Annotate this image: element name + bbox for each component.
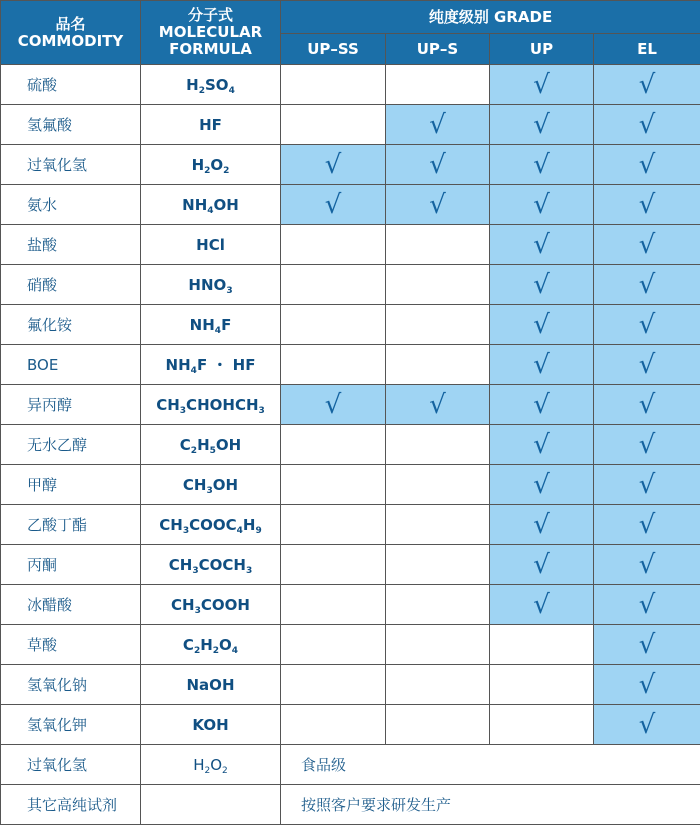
molecular-formula: $H_2O_2$: [141, 145, 281, 185]
checkmark-icon: √: [429, 189, 446, 220]
table-row: [1, 345, 700, 385]
commodity-name: 过氧化氢: [1, 745, 141, 785]
grade-cell: [281, 345, 386, 385]
commodity-header: [1, 1, 141, 65]
grade-cell: [490, 65, 594, 105]
table-row: [1, 665, 700, 705]
checkmark-icon: √: [638, 429, 656, 460]
grade-cell: [386, 185, 490, 225]
checkmark-icon: √: [638, 69, 656, 100]
checkmark-icon: √: [324, 149, 342, 180]
commodity-name: 其它高纯试剂: [1, 785, 141, 825]
grade-cell: [490, 545, 594, 585]
checkmark-icon: √: [533, 309, 550, 340]
table-row: [1, 385, 700, 425]
grade-cell: [594, 545, 700, 585]
table-row: [1, 505, 700, 545]
grade-cell: [490, 185, 594, 225]
table-row: [1, 305, 700, 345]
grade-cell: [594, 425, 700, 465]
commodity-name: 氢氧化钾: [1, 705, 141, 745]
grade-cell: [490, 145, 594, 185]
grade-cell: [490, 585, 594, 625]
grade-cell: [490, 345, 594, 385]
checkmark-icon: √: [533, 269, 550, 300]
formula-header-en1: MOLECULAR: [158, 23, 263, 41]
commodity-name: 乙酸丁酯: [1, 505, 141, 545]
grade-cell: [386, 265, 490, 305]
table-row: [1, 705, 700, 745]
grade-cell: [281, 505, 386, 545]
molecular-formula: HCl: [141, 225, 281, 265]
grade-cell: [281, 585, 386, 625]
grade-cell: [594, 265, 700, 305]
molecular-formula: $C_2H_2O_4$: [141, 625, 281, 665]
grade-header: 纯度级别 GRADE: [281, 1, 700, 34]
commodity-name: 甲醇: [1, 465, 141, 505]
grade-cell: [281, 425, 386, 465]
molecular-formula: $CH_3COOH$: [141, 585, 281, 625]
grade-cell: [386, 625, 490, 665]
grade-cell: [490, 105, 594, 145]
table-row: [1, 225, 700, 265]
checkmark-icon: √: [638, 269, 656, 300]
grade-cell: [594, 505, 700, 545]
commodity-name: 过氧化氢: [1, 145, 141, 185]
checkmark-icon: √: [638, 669, 656, 700]
table-row: [1, 145, 700, 185]
table-row: [1, 785, 700, 825]
checkmark-icon: √: [533, 429, 550, 460]
grade-cell: [594, 225, 700, 265]
checkmark-icon: √: [533, 469, 550, 500]
grade-cell: [386, 225, 490, 265]
grade-cell: [386, 705, 490, 745]
grade-cell: [490, 505, 594, 545]
grade-cell: [386, 665, 490, 705]
grade-cell: [281, 465, 386, 505]
molecular-formula: $HNO_3$: [141, 265, 281, 305]
grade-cell: [386, 425, 490, 465]
checkmark-icon: √: [638, 469, 656, 500]
checkmark-icon: √: [638, 229, 656, 260]
checkmark-icon: √: [533, 509, 550, 540]
grade-cell: [594, 625, 700, 665]
grade-cell: [386, 385, 490, 425]
grade-cell: [490, 425, 594, 465]
grade-cell: [594, 345, 700, 385]
checkmark-icon: √: [638, 109, 656, 140]
grade-cell: [594, 705, 700, 745]
grade-cell: [281, 145, 386, 185]
grade-cell: [386, 105, 490, 145]
molecular-formula: $CH_3COCH_3$: [141, 545, 281, 585]
checkmark-icon: √: [638, 509, 656, 540]
table-row: [1, 545, 700, 585]
formula-header: [141, 1, 281, 65]
checkmark-icon: √: [533, 389, 550, 420]
molecular-formula: KOH: [141, 705, 281, 745]
grade-header-el: EL: [594, 34, 700, 65]
table-row: [1, 585, 700, 625]
commodity-name: 氟化铵: [1, 305, 141, 345]
table-row: [1, 65, 700, 105]
molecular-formula: $CH_3CHOHCH_3$: [141, 385, 281, 425]
grade-header-up: UP: [490, 34, 594, 65]
molecular-formula: NaOH: [141, 665, 281, 705]
table-row: [1, 105, 700, 145]
formula-header-cn: 分子式: [187, 6, 233, 24]
commodity-header-cn: 品名: [55, 14, 86, 33]
commodity-name: 氢氟酸: [1, 105, 141, 145]
grade-header-up-s: UP–S: [386, 34, 490, 65]
checkmark-icon: √: [533, 349, 550, 380]
grade-cell: [281, 305, 386, 345]
checkmark-icon: √: [638, 629, 656, 660]
checkmark-icon: √: [638, 349, 656, 380]
commodity-name: 无水乙醇: [1, 425, 141, 465]
commodity-name: 异丙醇: [1, 385, 141, 425]
commodity-name: BOE: [1, 345, 141, 385]
molecular-formula: HF: [141, 105, 281, 145]
grade-cell: [281, 625, 386, 665]
table-row: [1, 425, 700, 465]
checkmark-icon: √: [638, 149, 656, 180]
molecular-formula: $NH_4F$: [141, 305, 281, 345]
grade-note: 按照客户要求研发生产: [281, 785, 700, 825]
checkmark-icon: √: [324, 389, 342, 420]
commodity-name: 硫酸: [1, 65, 141, 105]
commodity-name: 丙酮: [1, 545, 141, 585]
molecular-formula: $CH_3COOC_4H_9$: [141, 505, 281, 545]
formula-header-en2: FORMULA: [169, 40, 252, 58]
grade-cell: [281, 225, 386, 265]
grade-cell: [281, 65, 386, 105]
grade-cell: [594, 105, 700, 145]
grade-cell: [281, 185, 386, 225]
grade-cell: [594, 665, 700, 705]
molecular-formula: $NH_4OH$: [141, 185, 281, 225]
grade-cell: [594, 305, 700, 345]
checkmark-icon: √: [638, 309, 656, 340]
grade-cell: [281, 545, 386, 585]
checkmark-icon: √: [638, 589, 656, 620]
grade-cell: [490, 465, 594, 505]
checkmark-icon: √: [638, 549, 656, 580]
table-row: [1, 265, 700, 305]
grade-cell: [386, 585, 490, 625]
grade-cell: [490, 265, 594, 305]
molecular-formula: $CH_3OH$: [141, 465, 281, 505]
grade-cell: [386, 65, 490, 105]
commodity-name: 冰醋酸: [1, 585, 141, 625]
grade-cell: [490, 305, 594, 345]
checkmark-icon: √: [533, 69, 550, 100]
grade-cell: [490, 705, 594, 745]
grade-cell: [386, 305, 490, 345]
table-body: [1, 65, 700, 825]
table-row: [1, 625, 700, 665]
molecular-formula: [141, 785, 281, 825]
checkmark-icon: √: [533, 549, 550, 580]
checkmark-icon: √: [638, 709, 656, 740]
molecular-formula: $H_2O_2$: [141, 745, 281, 785]
grade-header-up-ss: UP–SS: [281, 34, 386, 65]
grade-cell: [490, 625, 594, 665]
molecular-formula: $H_2SO_4$: [141, 65, 281, 105]
grade-cell: [594, 145, 700, 185]
grade-cell: [490, 665, 594, 705]
commodity-name: 草酸: [1, 625, 141, 665]
checkmark-icon: √: [533, 229, 550, 260]
grade-cell: [281, 105, 386, 145]
grade-cell: [490, 385, 594, 425]
grade-cell: [594, 65, 700, 105]
molecular-formula: $C_2H_5OH$: [141, 425, 281, 465]
grade-cell: [386, 505, 490, 545]
grade-cell: [281, 705, 386, 745]
grade-cell: [386, 145, 490, 185]
grade-cell: [594, 185, 700, 225]
grade-cell: [594, 585, 700, 625]
checkmark-icon: √: [429, 109, 446, 140]
commodity-name: 氢氧化钠: [1, 665, 141, 705]
grade-cell: [386, 345, 490, 385]
commodity-name: 氨水: [1, 185, 141, 225]
grade-cell: [281, 385, 386, 425]
grade-cell: [594, 465, 700, 505]
grade-cell: [490, 225, 594, 265]
checkmark-icon: √: [533, 189, 550, 220]
commodity-name: 硝酸: [1, 265, 141, 305]
table-row: [1, 745, 700, 785]
checkmark-icon: √: [638, 389, 656, 420]
checkmark-icon: √: [638, 189, 656, 220]
grade-cell: [594, 385, 700, 425]
table-row: [1, 185, 700, 225]
commodity-name: 盐酸: [1, 225, 141, 265]
checkmark-icon: √: [533, 589, 550, 620]
grade-cell: [281, 665, 386, 705]
molecular-formula: $NH_4F$ ・ HF: [141, 345, 281, 385]
checkmark-icon: √: [533, 109, 550, 140]
grade-cell: [281, 265, 386, 305]
checkmark-icon: √: [324, 189, 342, 220]
checkmark-icon: √: [429, 149, 446, 180]
commodity-header-en: COMMODITY: [17, 31, 124, 50]
checkmark-icon: √: [533, 149, 550, 180]
table-row: [1, 465, 700, 505]
checkmark-icon: √: [429, 389, 446, 420]
grade-note: 食品级: [281, 745, 700, 785]
grade-cell: [386, 545, 490, 585]
grade-cell: [386, 465, 490, 505]
